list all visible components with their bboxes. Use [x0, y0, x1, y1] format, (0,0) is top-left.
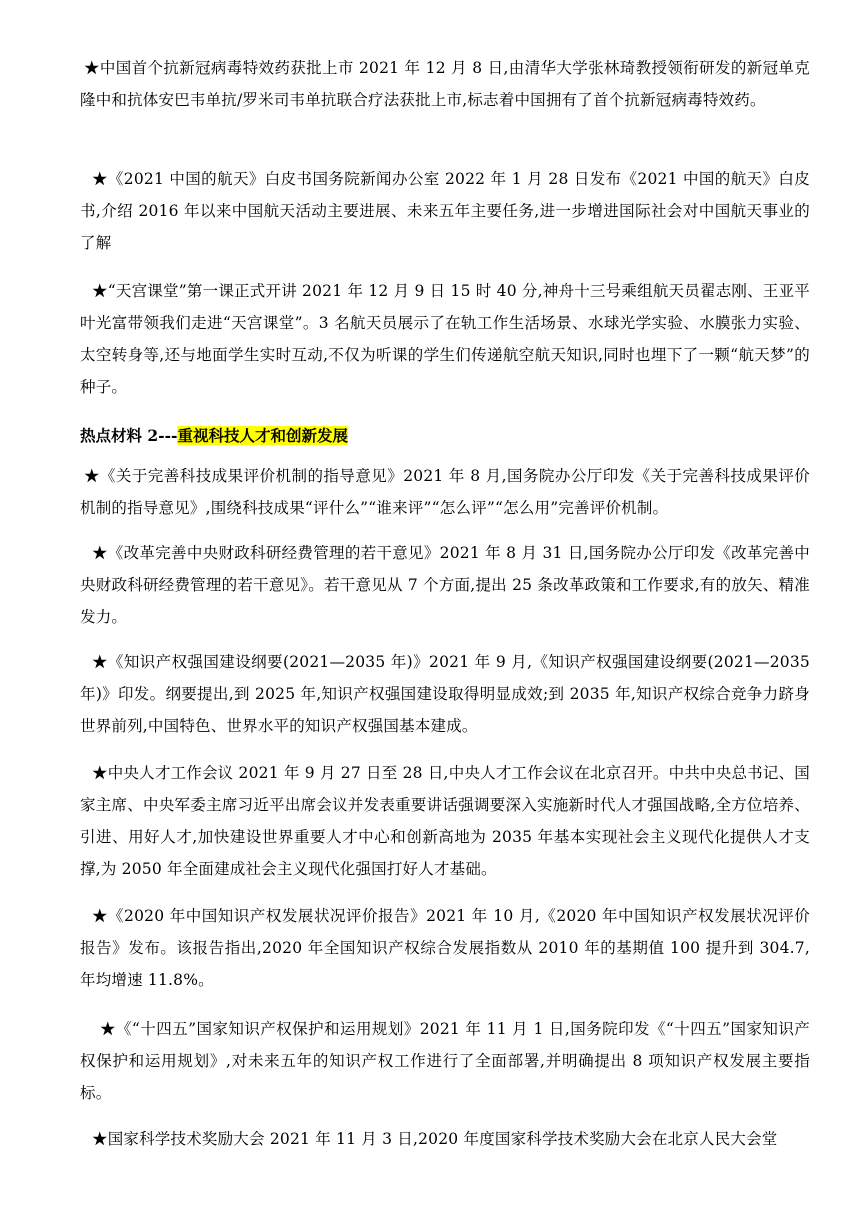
paragraph-evaluation-mechanism: ★《关于完善科技成果评价机制的指导意见》2021 年 8 月,国务院办公厅印发《关于完善科技成果评价机制的指导意见》,围绕科技成果“评什么”“谁来评”“怎么评”“怎么用”完善评价机制。 [80, 467, 810, 517]
paragraph-covid-drug: ★中国首个抗新冠病毒特效药获批上市 2021 年 12 月 8 日,由清华大学张林琦教授领衔研发的新冠单克隆中和抗体安巴韦单抗/罗米司韦单抗联合疗法获批上市,标志着中国拥有了首个抗新冠病毒特效药。 [80, 59, 810, 109]
paragraph-science-awards: ★国家科学技术奖励大会 2021 年 11 月 3 日,2020 年度国家科学技术奖励大会在北京人民大会堂 [92, 1130, 778, 1148]
paragraph-ip-report: ★《2020 年中国知识产权发展状况评价报告》2021 年 10 月,《2020 年中国知识产权发展状况评价报告》发布。该报告指出,2020 年全国知识产权综合发展指数从 2010 年的基期值 100 提升到 304.7,年均增速 11.8%。 [80, 907, 810, 989]
paragraph-tiangong-classroom: ★“天宫课堂”第一课正式开讲 2021 年 12 月 9 日 15 时 40 分,神舟十三号乘组航天员翟志刚、王亚平叶光富带领我们走进“天宫课堂”。3 名航天员展示了在轨工作生活场景、水球光学实验、水膜张力实验、太空转身等,还与地面学生实时互动,不仅为听课的学生们传递航空航天知识,同时也埋下了一颗“航天梦”的种子。 [80, 282, 810, 396]
paragraph-ip-plan: ★《“十四五”国家知识产权保护和运用规划》2021 年 11 月 1 日,国务院印发《“十四五”国家知识产权保护和运用规划》,对未来五年的知识产权工作进行了全面部署,并明确提出 8 项知识产权发展主要指标。 [80, 1020, 810, 1102]
paragraph-research-funding: ★《改革完善中央财政科研经费管理的若干意见》2021 年 8 月 31 日,国务院办公厅印发《改革完善中央财政科研经费管理的若干意见》。若干意见从 7 个方面,提出 25 条改革政策和工作要求,有的放矢、精准发力。 [80, 544, 810, 626]
section-heading-highlight: 重视科技人才和创新发展 [177, 426, 348, 445]
section-heading-prefix: 热点材料 2--- [80, 426, 178, 445]
section-heading [80, 420, 810, 452]
paragraph-space-whitepaper: ★《2021 中国的航天》白皮书国务院新闻办公室 2022 年 1 月 28 日发布《2021 中国的航天》白皮书,介绍 2016 年以来中国航天活动主要进展、未来五年主要任务,进一步增进国际社会对中国航天事业的了解 [80, 170, 810, 252]
paragraph-talent-conference: ★中央人才工作会议 2021 年 9 月 27 日至 28 日,中央人才工作会议在北京召开。中共中央总书记、国家主席、中央军委主席习近平出席会议并发表重要讲话强调要深入实施新时代人才强国战略,全方位培养、引进、用好人才,加快建设世界重要人才中心和创新高地为 2035 年基本实现社会主义现代化提供人才支撑,为 2050 年全面建成社会主义现代化强国打好人才基础。 [80, 764, 810, 878]
paragraph-ip-outline: ★《知识产权强国建设纲要(2021—2035 年)》2021 年 9 月,《知识产权强国建设纲要(2021—2035 年)》印发。纲要提出,到 2025 年,知识产权强国建设取得明显成效;到 2035 年,知识产权综合竞争力跻身世界前列,中国特色、世界水平的知识产权强国基本建成。 [80, 653, 810, 735]
